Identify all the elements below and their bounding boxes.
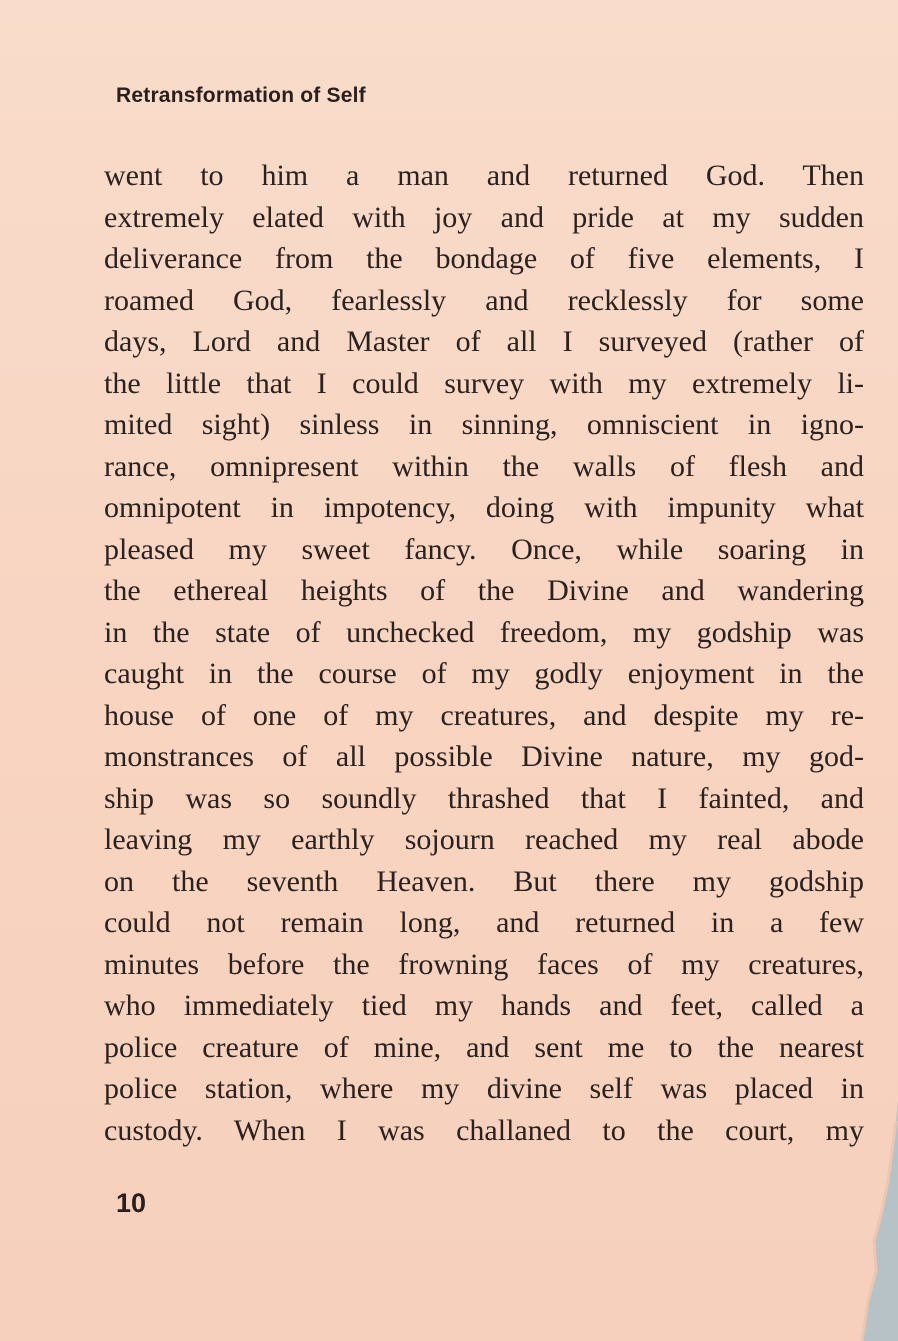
text-line: leaving my earthly sojourn reached my real abode [104,823,864,856]
text-line: ship was so soundly thrashed that I fainted, and [104,781,864,815]
text-line: could not remain long, and returned in a few [104,906,864,939]
body-text [104,155,864,1151]
text-line: police creature of mine, and sent me to the nearest [104,1030,864,1064]
text-line: on the seventh Heaven. But there my godship [104,864,864,898]
text-line: minutes before the frowning faces of my creatures, [104,947,864,981]
text-line: caught in the course of my godly enjoyment in the [104,657,864,690]
text-line: extremely elated with joy and pride at my sudden [104,200,864,234]
text-line: the ethereal heights of the Divine and wandering [104,574,864,607]
text-line: custody. When I was challaned to the court, my [104,1113,864,1147]
running-head: Retransformation of Self [116,84,366,107]
text-line: roamed God, fearlessly and recklessly for some [104,283,864,317]
text-line: police station, where my divine self was placed in [104,1072,864,1105]
text-line: days, Lord and Master of all I surveyed (rather of [104,325,864,358]
text-line: the little that I could survey with my extremely li- [104,366,864,400]
text-line: house of one of my creatures, and despite my re- [104,698,864,732]
text-line: went to him a man and returned God. Then [104,159,864,192]
text-line: pleased my sweet fancy. Once, while soaring in [104,532,864,566]
text-line: who immediately tied my hands and feet, called a [104,989,864,1022]
text-line: rance, omnipresent within the walls of flesh and [104,449,864,483]
text-line: deliverance from the bondage of five elements, I [104,242,864,275]
text-line: monstrances of all possible Divine nature, my god- [104,740,864,773]
text-line: omnipotent in impotency, doing with impunity what [104,491,864,524]
page-number: 10 [116,1188,147,1218]
text-line: in the state of unchecked freedom, my godship was [104,615,864,649]
text-line: mited sight) sinless in sinning, omniscient in igno- [104,408,864,441]
